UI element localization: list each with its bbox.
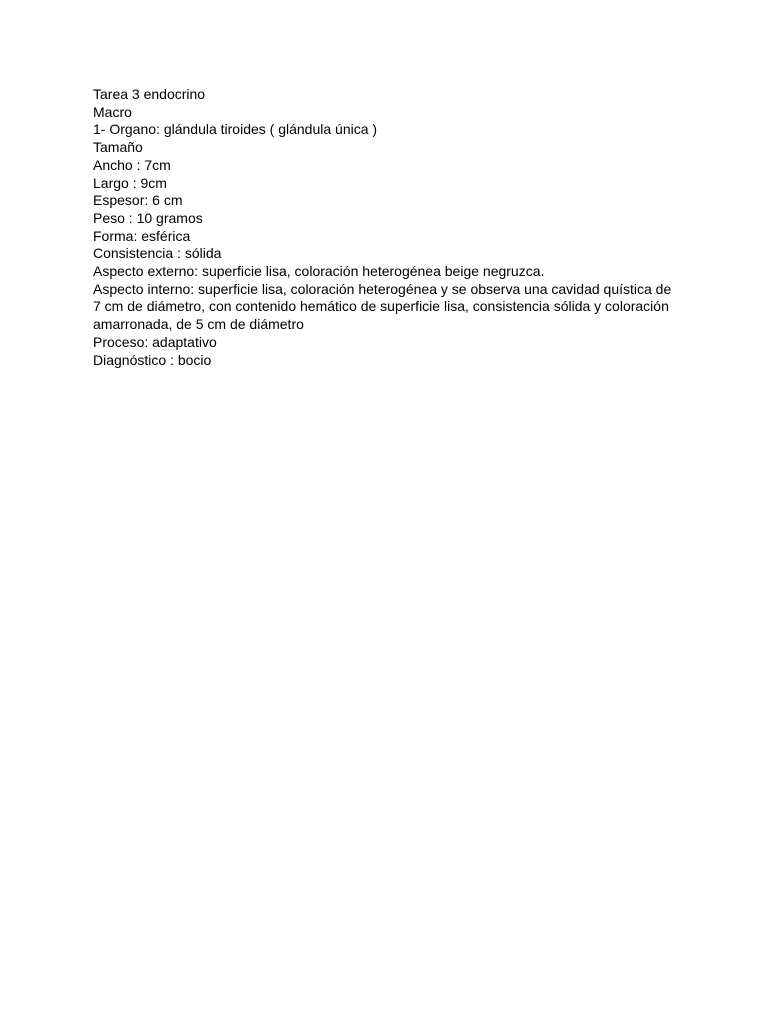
size-heading: Tamaño [93,139,143,156]
thickness-line: Espesor: 6 cm [93,192,183,209]
diagnosis-line: Diagnóstico : bocio [93,351,212,368]
document-body [93,86,673,369]
width-line: Ancho : 7cm [93,156,171,173]
organ-line: 1- Organo: glándula tiroides ( glándula única ) [93,121,378,138]
section-heading-macro: Macro [93,103,132,120]
consistency-line: Consistencia : sólida [93,245,222,262]
external-aspect-line: Aspecto externo: superficie lisa, coloración heterogénea beige negruzca. [93,263,545,280]
length-line: Largo : 9cm [93,174,167,191]
internal-aspect-paragraph: Aspecto interno: superficie lisa, coloración heterogénea y se observa una cavidad quística de 7 cm de diámetro, con contenido hemático de superficie lisa, consistencia sólida y coloración amarronada, de 5 cm de diámetro [93,280,672,333]
shape-line: Forma: esférica [93,227,191,244]
document-title: Tarea 3 endocrino [93,86,206,102]
weight-line: Peso : 10 gramos [93,209,203,226]
process-line: Proceso: adaptativo [93,333,217,350]
